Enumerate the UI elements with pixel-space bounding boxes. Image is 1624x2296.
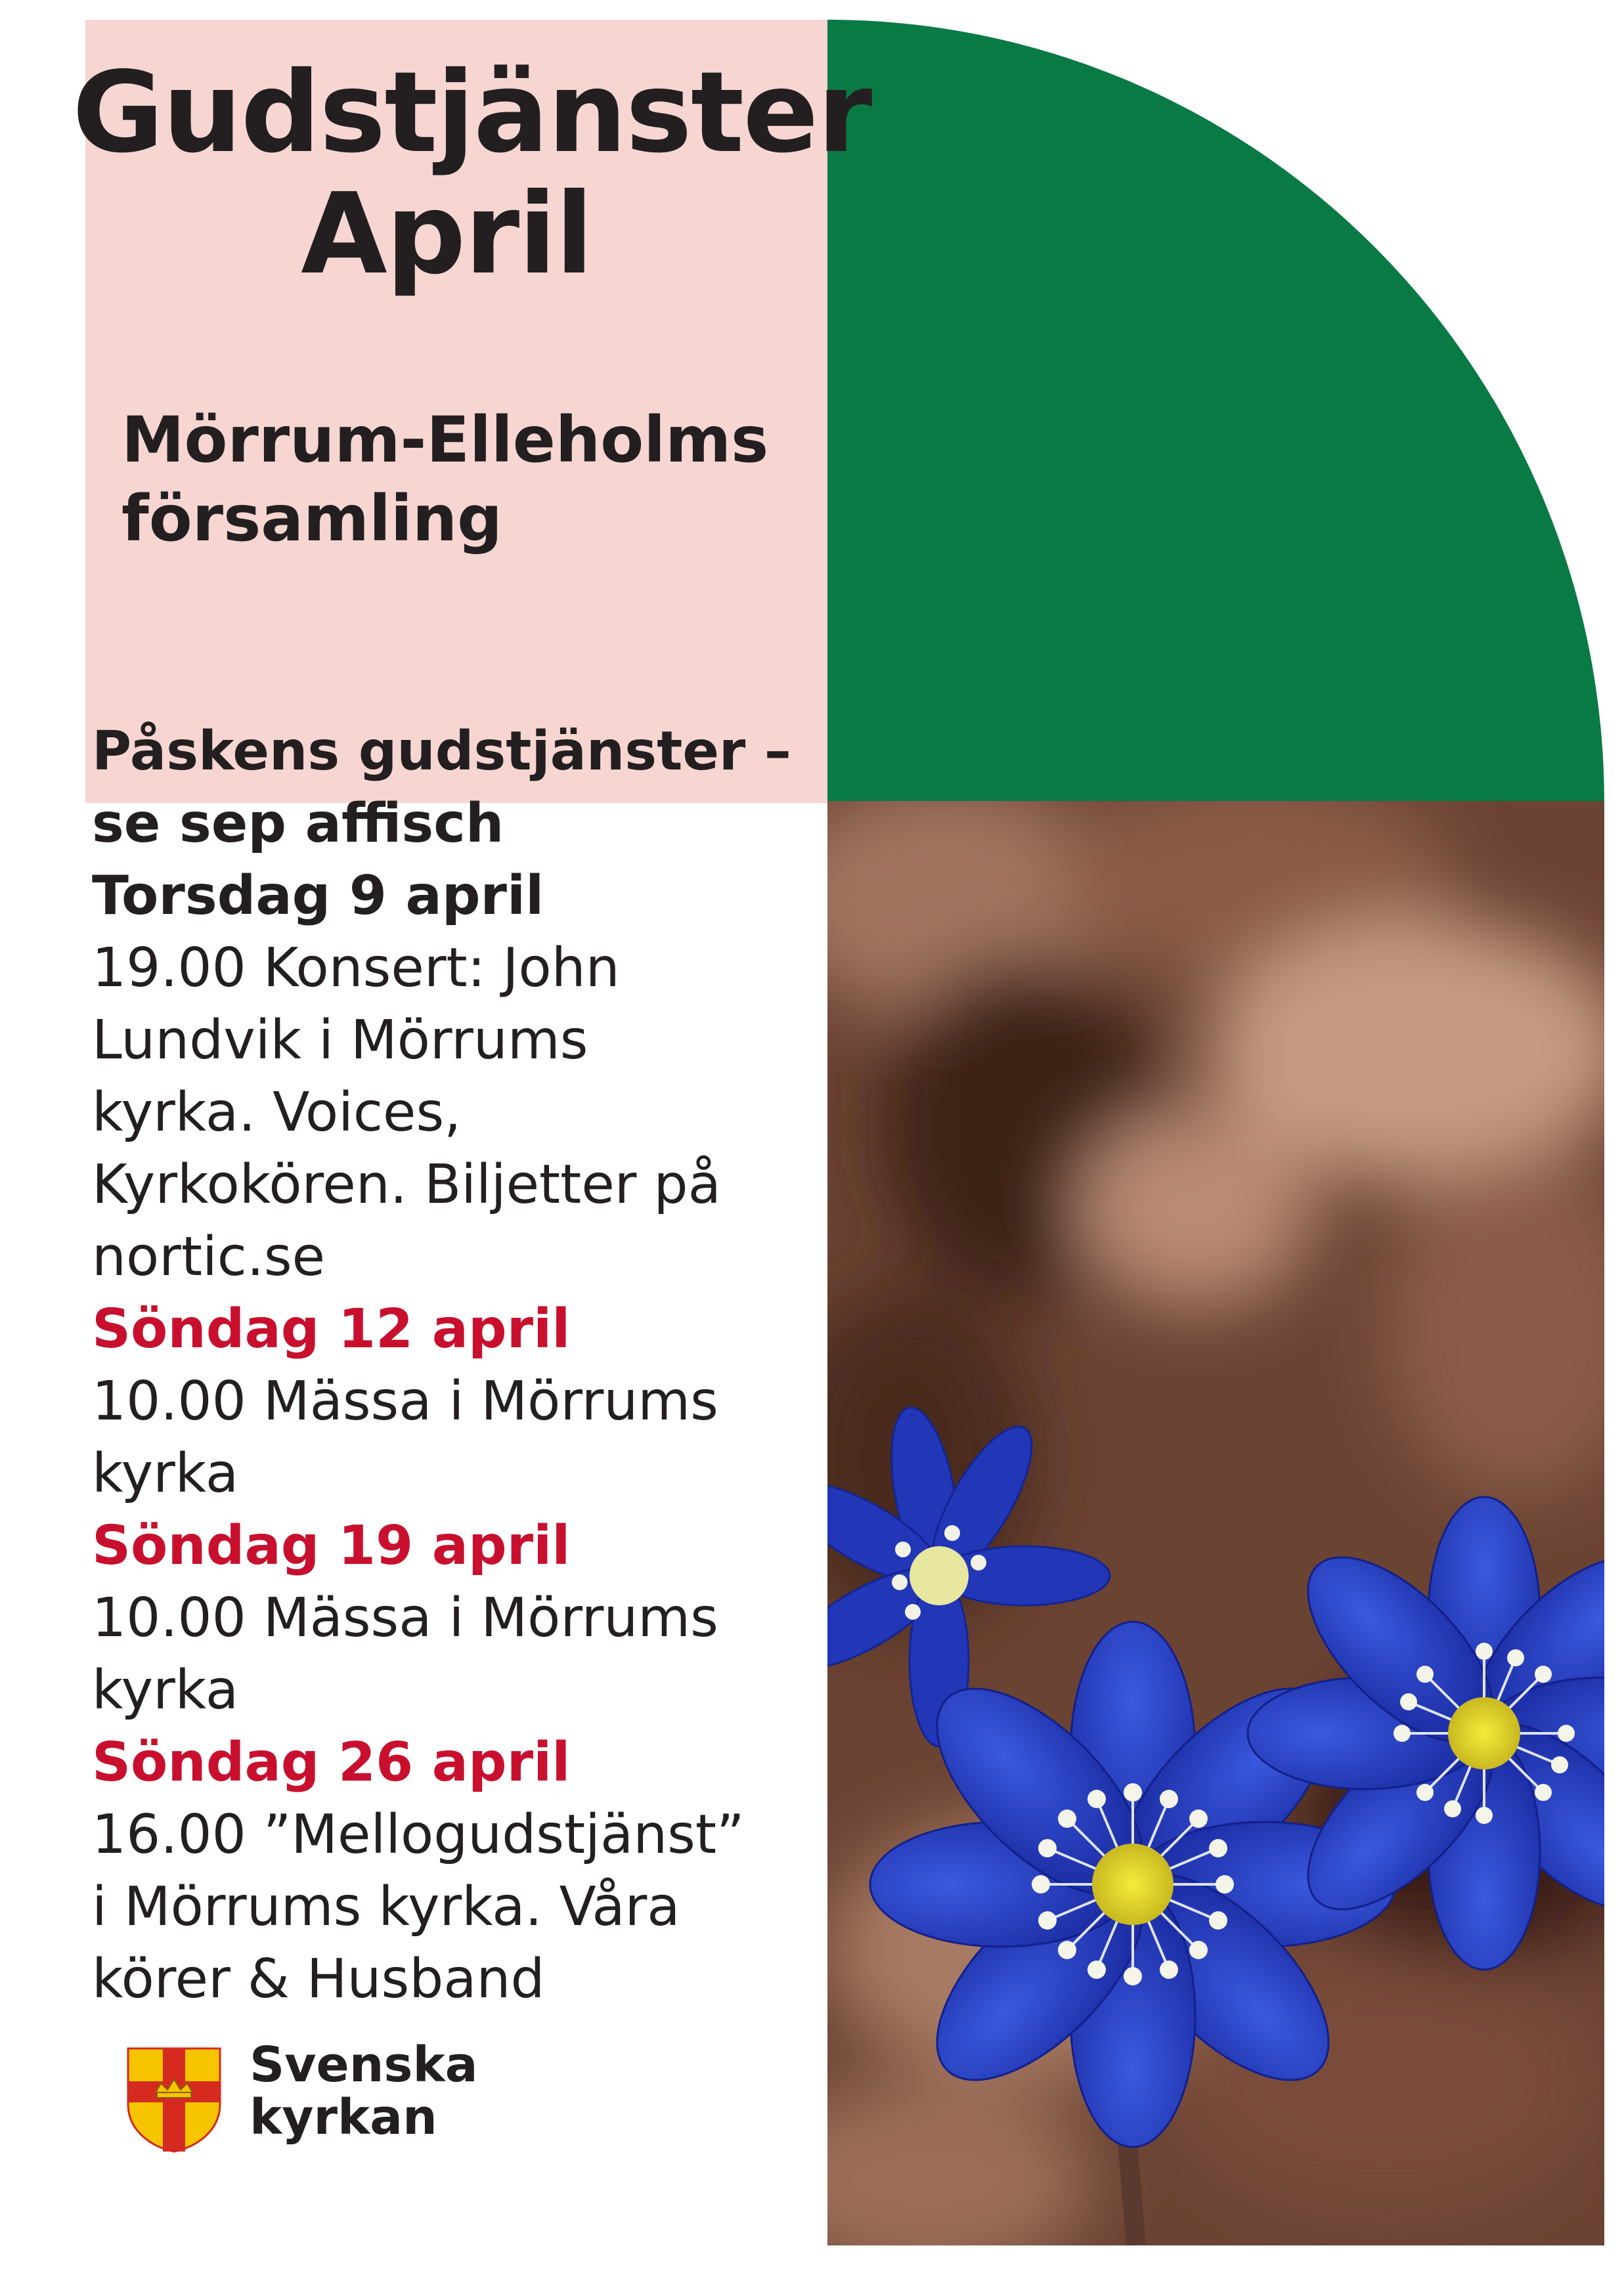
event-line: 10.00 Mässa i Mörrums: [92, 1370, 718, 1433]
logo-wordmark: [250, 2039, 578, 2144]
logo-line-1: Svenska: [250, 2037, 478, 2093]
event-line: i Mörrums kyrka. Våra: [92, 1876, 680, 1938]
easter-note: [92, 716, 827, 860]
event-line: kyrka. Voices,: [92, 1081, 462, 1144]
event-line: Lundvik i Mörrums: [92, 1009, 588, 1072]
event-description: [92, 1799, 827, 2016]
svenska-kyrkan-crest-icon: [125, 2045, 223, 2154]
event-description: [92, 1366, 827, 1510]
event-line: körer & Husband: [92, 1948, 545, 2010]
event-description: [92, 932, 827, 1293]
event-date: Söndag 12 april: [92, 1298, 571, 1360]
title-line-2: April: [301, 169, 592, 299]
title-line-1: Gudstjänster: [72, 48, 871, 178]
event-date: Söndag 26 april: [92, 1731, 571, 1794]
green-arch: [827, 20, 1604, 803]
event-line: Kyrkokören. Biljetter på: [92, 1154, 721, 1216]
hepatica-photo: [827, 801, 1604, 2245]
page-title: [72, 48, 871, 299]
event-line: nortic.se: [92, 1226, 326, 1288]
event-date: Söndag 19 april: [92, 1515, 571, 1577]
logo-line-2: kyrkan: [250, 2089, 437, 2146]
event-line: kyrka: [92, 1659, 239, 1722]
event-line: 10.00 Mässa i Mörrums: [92, 1587, 718, 1649]
event-date: Torsdag 9 april: [92, 865, 544, 927]
event-line: kyrka: [92, 1442, 239, 1505]
event-line: 16.00 ”Mellogudstjänst”: [92, 1804, 745, 1866]
parish-name: [121, 401, 768, 558]
event-line: 19.00 Konsert: John: [92, 937, 620, 999]
subtitle-line-2: församling: [121, 482, 502, 555]
service-schedule: [92, 716, 827, 2016]
event-description: [92, 1582, 827, 1727]
easter-note-line-2: se sep affisch: [92, 792, 504, 855]
easter-note-line-1: Påskens gudstjänster –: [92, 720, 791, 783]
subtitle-line-1: Mörrum-Elleholms: [121, 403, 769, 477]
